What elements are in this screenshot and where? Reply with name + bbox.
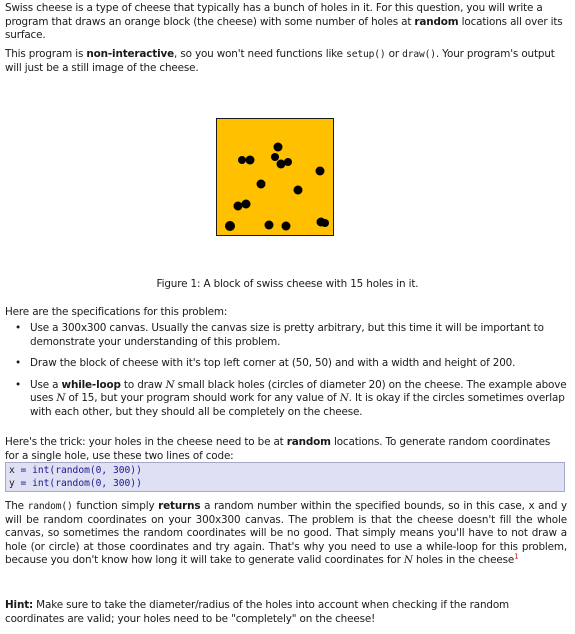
cheese-hole [277,160,286,169]
math-n: N [339,392,349,404]
bullet: • [15,357,21,369]
spec-text: Use a [30,378,62,391]
code-line-2 [9,478,142,489]
intro-text-end: locations all over its surface. [5,15,563,41]
spec-text: Draw the block of cheese with it's top left corner at (50, 50) and with a width and height of 200. [30,357,516,369]
specs-intro: Here are the specifications for this problem: [5,306,228,318]
footnote-link[interactable]: 1 [514,552,519,561]
random-paragraph [5,500,567,568]
hint-text: Make sure to take the diameter/radius of the holes into account when checking if the random coordinates are valid; your holes need to be "completely" on the cheese! [5,599,510,625]
code-var: x [9,465,15,476]
cheese-figure [216,118,334,236]
random-text: holes in the cheese [412,554,515,566]
cheese-holes [217,119,335,237]
cheese-hole [246,156,255,165]
draw-code: draw() [402,49,436,60]
spec-list [12,322,568,427]
noninteractive-text: This program is [5,48,87,60]
random-text: function simply [72,500,159,512]
intro-random-bold: random [414,15,459,28]
cheese-hole [294,186,303,195]
spec-item [12,322,568,349]
trick-text: Here's the trick: your holes in the cheese need to be at [5,436,287,448]
noninteractive-text: , so you won't need functions like [174,48,347,60]
trick-random-bold: random [286,436,331,448]
cheese-hole [242,200,251,209]
cheese-hole [234,202,243,211]
code-block [5,462,565,492]
math-n: N [165,378,175,391]
figure-caption: Figure 1: A block of swiss cheese with 15 holes in it. [156,278,419,290]
spec-item [12,379,568,420]
returns-bold: returns [158,500,201,512]
cheese-hole [238,156,246,164]
hint-paragraph [5,599,567,626]
cheese-hole [225,221,235,231]
math-n: N [56,392,66,404]
random-text: The [5,500,28,512]
spec-text: Use a 300x300 canvas. Usually the canvas size is pretty arbitrary, but this time it will be important to demonstrate your understanding of this problem. [30,322,544,348]
spec-text: to draw [120,378,166,391]
intro-paragraph [5,2,567,43]
bullet: • [15,378,21,391]
cheese-hole [321,219,329,227]
noninteractive-paragraph [5,48,567,75]
spec-text: . It is okay if the circles sometimes overlap with each other, but they should all be completely on the cheese. [30,392,565,418]
cheese-hole [274,143,283,152]
trick-paragraph [5,436,567,463]
math-n: N [403,554,413,566]
spec-text: of 15, but your program should work for any value of [65,392,340,404]
cheese-hole [282,222,291,231]
cheese-hole [284,158,292,166]
code-expr: = int(random(0, 300)) [14,478,142,489]
cheese-hole [265,221,274,230]
random-code: random() [27,501,73,512]
noninteractive-text: . Your program's output will just be a still image of the cheese. [5,48,555,74]
code-var: y [9,478,15,489]
while-loop-bold: while-loop [61,378,121,391]
cheese-hole [316,167,325,176]
noninteractive-text: or [385,48,403,60]
cheese-hole [257,180,266,189]
random-text: a random number within the specified bounds, so in this case, x and y will be random coordinates on your 300x300 canvas. The problem is that the cheese doesn't fill the whole canvas, so sometimes the random coordinates will be no good. That simply means you'll have to not draw a hole (or circle) at those coordinates and try again. That's why you need to use a while-loop for this problem, because you don't know how long it will take to generate valid coordinates for [5,500,568,566]
noninteractive-bold: non-interactive [86,48,175,60]
code-line-1 [9,465,142,476]
hint-label: Hint: [5,599,34,611]
cheese-hole [271,153,279,161]
bullet: • [15,322,21,334]
spec-item [12,357,568,371]
intro-text: Swiss cheese is a type of cheese that typically has a bunch of holes in it. For this question, you will write a program that draws an orange block (the cheese) with some number of holes at [5,2,543,28]
setup-code: setup() [346,49,386,60]
spec-text: small black holes (circles of diameter 20) on the cheese. The example above uses [30,378,567,404]
code-expr: = int(random(0, 300)) [14,465,142,476]
trick-text: locations. To generate random coordinates for a single hole, use these two lines of code: [5,436,551,462]
